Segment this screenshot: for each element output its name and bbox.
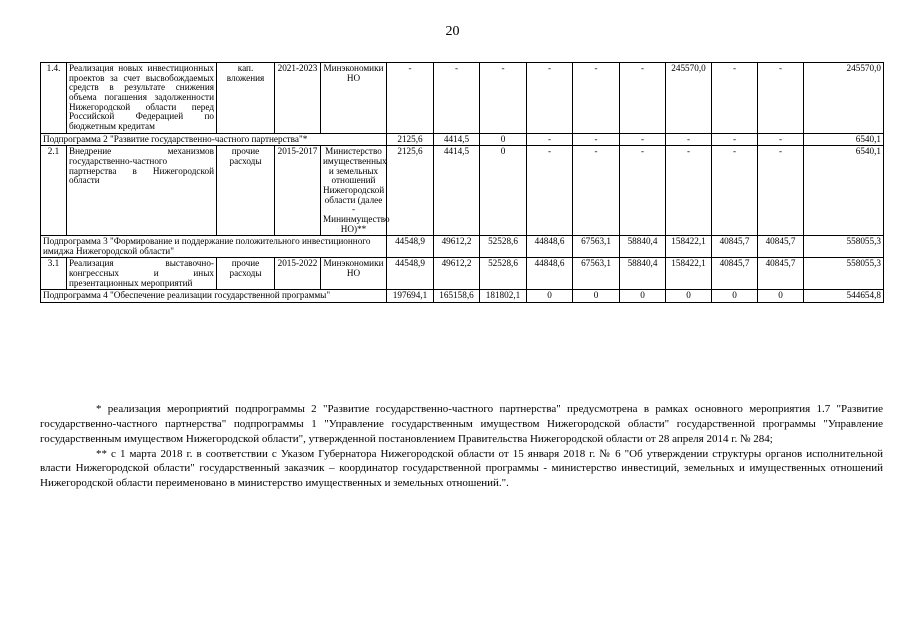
value-cell: 0: [573, 290, 620, 303]
financing-table: [40, 62, 884, 303]
value-cell: 44848,6: [527, 236, 573, 258]
value-cell: 0: [620, 290, 666, 303]
value-cell: -: [527, 63, 573, 134]
value-cell: 158422,1: [666, 236, 712, 258]
value-cell: 158422,1: [666, 258, 712, 290]
subprogram-row: [41, 133, 884, 146]
value-cell: -: [573, 133, 620, 146]
subprogram-row: [41, 236, 884, 258]
subprogram-title: Подпрограмма 2 "Развитие государственно-частного партнерства"*: [41, 133, 387, 146]
value-cell: 0: [758, 290, 804, 303]
value-cell: -: [758, 63, 804, 134]
total-cell: 245570,0: [804, 63, 884, 134]
value-cell: 49612,2: [434, 236, 480, 258]
activity-name: Реализация выставочно-конгрессных и иных презентационных мероприятий: [67, 258, 217, 290]
value-cell: -: [527, 133, 573, 146]
value-cell: -: [666, 133, 712, 146]
activity-name: Реализация новых инвестиционных проектов за счет высвобождаемых средств в результате снижения объема погашения задолженности Нижегородской области перед Российской Федерацией по бюджетным кредитам: [67, 63, 217, 134]
footnote-2: ** с 1 марта 2018 г. в соответствии с Указом Губернатора Нижегородской области от 15 января 2018 г. № 6 "Об утверждении структуры органов исполнительной власти Нижегородской области" государственный заказчик – координатор государственной программы - министерство инвестиций, земельных и имущественных отношений Нижегородской области переименовано в министерство имущественных и земельных отношений.".: [40, 447, 883, 490]
value-cell: 4414,5: [434, 146, 480, 236]
value-cell: 52528,6: [480, 258, 527, 290]
value-cell: -: [620, 133, 666, 146]
subprogram-row: [41, 290, 884, 303]
row-number: 3.1: [41, 258, 67, 290]
value-cell: -: [712, 133, 758, 146]
value-cell: 0: [666, 290, 712, 303]
value-cell: 245570,0: [666, 63, 712, 134]
table-row: [41, 63, 884, 134]
value-cell: -: [620, 63, 666, 134]
subprogram-title: Подпрограмма 4 "Обеспечение реализации государственной программы": [41, 290, 387, 303]
period: 2021-2023: [275, 63, 321, 134]
value-cell: -: [480, 63, 527, 134]
value-cell: 0: [712, 290, 758, 303]
responsible-org: Министерство имущественных и земельных отношений Нижегородской области (далее - Мининмущество НО)**: [321, 146, 387, 236]
value-cell: -: [666, 146, 712, 236]
value-cell: 0: [480, 146, 527, 236]
value-cell: -: [758, 146, 804, 236]
value-cell: 40845,7: [758, 258, 804, 290]
value-cell: 58840,4: [620, 258, 666, 290]
value-cell: -: [712, 63, 758, 134]
value-cell: 165158,6: [434, 290, 480, 303]
total-cell: 544654,8: [804, 290, 884, 303]
value-cell: -: [387, 63, 434, 134]
total-cell: 558055,3: [804, 236, 884, 258]
value-cell: 2125,6: [387, 133, 434, 146]
activity-name: Внедрение механизмов государственно-частного партнерства в Нижегородской области: [67, 146, 217, 236]
value-cell: 40845,7: [712, 258, 758, 290]
period: 2015-2017: [275, 146, 321, 236]
value-cell: 67563,1: [573, 236, 620, 258]
value-cell: -: [573, 63, 620, 134]
value-cell: 2125,6: [387, 146, 434, 236]
value-cell: 40845,7: [758, 236, 804, 258]
expense-type: прочие расходы: [217, 146, 275, 236]
footnotes: [40, 402, 883, 491]
value-cell: 44548,9: [387, 236, 434, 258]
value-cell: -: [434, 63, 480, 134]
value-cell: -: [758, 133, 804, 146]
value-cell: -: [712, 146, 758, 236]
table-row: [41, 258, 884, 290]
period: 2015-2022: [275, 258, 321, 290]
value-cell: 0: [527, 290, 573, 303]
value-cell: -: [573, 146, 620, 236]
expense-type: прочие расходы: [217, 258, 275, 290]
row-number: 2.1: [41, 146, 67, 236]
value-cell: -: [620, 146, 666, 236]
value-cell: 52528,6: [480, 236, 527, 258]
expense-type: кап. вложения: [217, 63, 275, 134]
responsible-org: Минэкономики НО: [321, 63, 387, 134]
value-cell: -: [527, 146, 573, 236]
total-cell: 6540,1: [804, 146, 884, 236]
footnote-1: * реализация мероприятий подпрограммы 2 "Развитие государственно-частного партнерства" предусмотрена в рамках основного мероприятия 1.7 "Развитие государственно-частного партнерства" подпрограммы 1 "Управление государственным имуществом Нижегородской области" государственной программы "Управление государственным имуществом Нижегородской области", утвержденной постановлением Правительства Нижегородской области от 28 апреля 2014 г. № 284;: [40, 403, 883, 445]
value-cell: 67563,1: [573, 258, 620, 290]
table-row: [41, 146, 884, 236]
total-cell: 558055,3: [804, 258, 884, 290]
responsible-org: Минэкономики НО: [321, 258, 387, 290]
value-cell: 44548,9: [387, 258, 434, 290]
value-cell: 181802,1: [480, 290, 527, 303]
value-cell: 49612,2: [434, 258, 480, 290]
page-number: 20: [445, 24, 460, 39]
row-number: 1.4.: [41, 63, 67, 134]
total-cell: 6540,1: [804, 133, 884, 146]
value-cell: 44848,6: [527, 258, 573, 290]
subprogram-title: Подпрограмма 3 "Формирование и поддержание положительного инвестиционного имиджа Нижегородской области": [41, 236, 387, 258]
value-cell: 4414,5: [434, 133, 480, 146]
value-cell: 197694,1: [387, 290, 434, 303]
value-cell: 0: [480, 133, 527, 146]
value-cell: 40845,7: [712, 236, 758, 258]
value-cell: 58840,4: [620, 236, 666, 258]
